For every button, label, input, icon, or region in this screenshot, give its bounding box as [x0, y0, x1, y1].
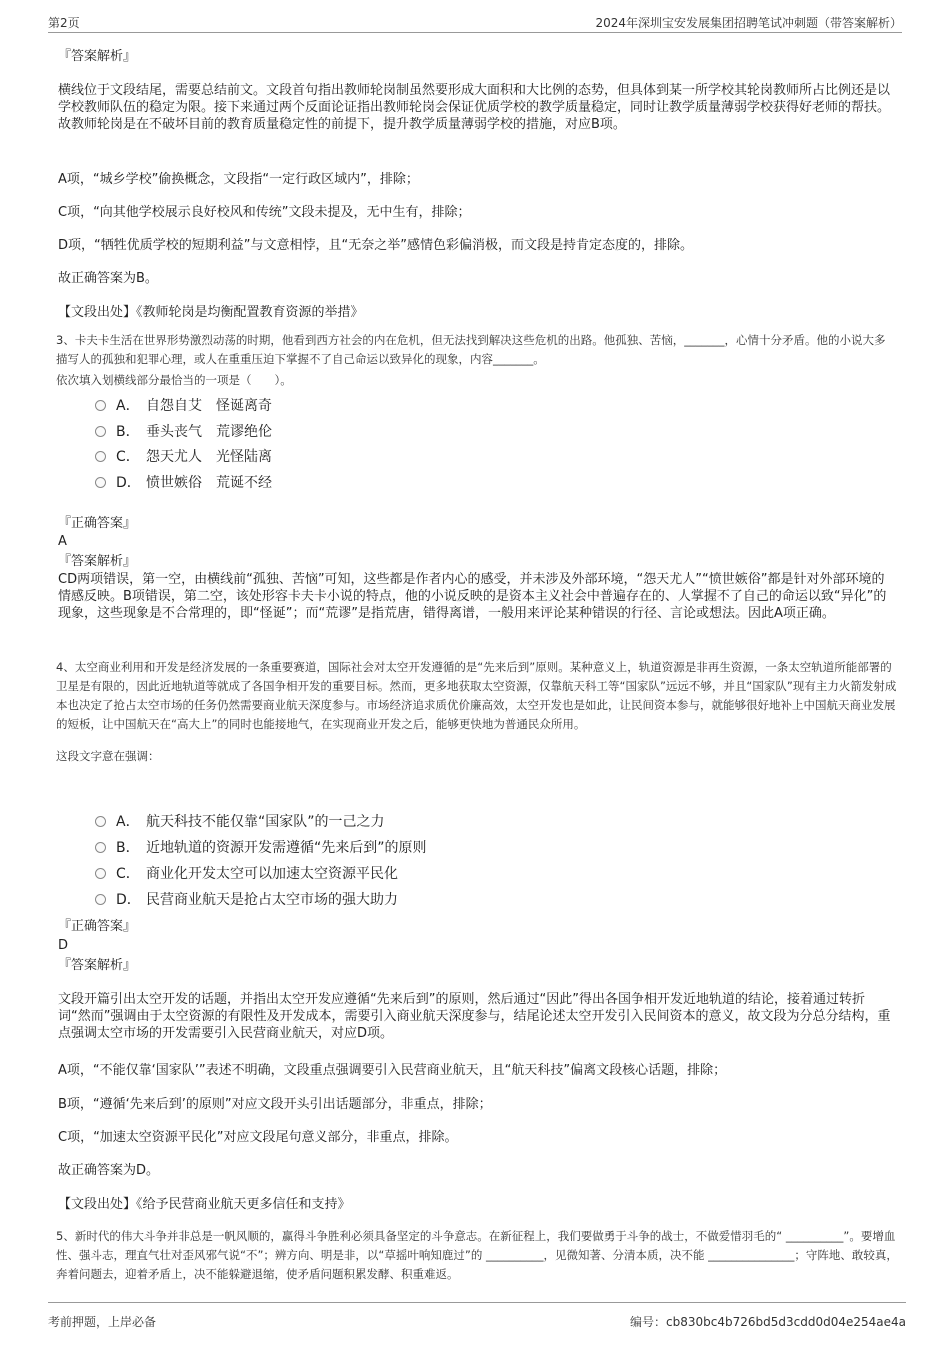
q2-answer: 故正确答案为B。: [58, 271, 158, 286]
q4-prompt: 这段文字意在强调：: [56, 749, 160, 763]
q4-option-a-note: A项，“不能仅靠‘国家队’”表述不明确，文段重点强调要引入民营商业航天，且“航天科技”偏离文段核心话题，排除；: [58, 1063, 727, 1078]
q4-answer: 故正确答案为D。: [58, 1163, 160, 1178]
q2-option-d-note: D项，“牺牲优质学校的短期利益”与文意相悖，且“无奈之举”感情色彩偏消极，而文段是持肯定态度的，排除。: [58, 238, 693, 253]
q3-correct-label: 『正确答案』: [58, 516, 137, 531]
q3-analysis-label: 『答案解析』: [58, 554, 137, 569]
page-number: 第2页: [48, 16, 80, 30]
radio-icon[interactable]: [95, 842, 106, 853]
q2-option-a-note: A项，“城乡学校”偷换概念，文段指“一定行政区域内”，排除；: [58, 172, 419, 187]
q5-stem: 5、新时代的伟大斗争并非总是一帆风顺的，赢得斗争胜利必须具备坚定的斗争意志。在新征程上，我们要做勇于斗争的战士，不做爱惜羽毛的“ __________”。要增血性、强斗志，理直气壮对歪风邪气说“不”；辨方向、明是非，以“草摇叶响知鹿过”的 __________，见微知著、分清本质，决不能 _______________；守阵地、敢较真，奔着问题去，迎着矛盾上，决不能躲避退缩，使矛盾问题积累发酵、积重难返。: [56, 1229, 898, 1281]
q3-correct-answer: A: [58, 534, 67, 549]
radio-icon[interactable]: [95, 868, 106, 879]
radio-icon[interactable]: [95, 426, 106, 437]
q4-correct-label: 『正确答案』: [58, 919, 137, 934]
q3-option-a[interactable]: A． 自怨自艾 怪诞离奇: [95, 395, 272, 415]
q3-prompt: 依次填入划横线部分最恰当的一项是（ ）。: [56, 373, 292, 387]
radio-icon[interactable]: [95, 816, 106, 827]
document-code: 编号：cb830bc4b726bd5d3cdd0d04e254ae4a: [630, 1315, 906, 1329]
q4-analysis-label: 『答案解析』: [58, 958, 137, 973]
page-footer: [48, 1302, 906, 1343]
q4-option-c[interactable]: C． 商业化开发太空可以加速太空资源平民化: [95, 863, 398, 883]
q4-option-d[interactable]: D． 民营商业航天是抢占太空市场的强大助力: [95, 889, 398, 909]
q4-option-a[interactable]: A． 航天科技不能仅靠“国家队”的一己之力: [95, 811, 385, 831]
radio-icon[interactable]: [95, 477, 106, 488]
q2-analysis-label: 『答案解析』: [58, 49, 137, 64]
q3-option-d[interactable]: D． 愤世嫉俗 荒诞不经: [95, 472, 272, 492]
q3-option-c[interactable]: C． 怨天尤人 光怪陆离: [95, 446, 272, 466]
document-title: 2024年深圳宝安发展集团招聘笔试冲刺题（带答案解析）: [595, 16, 902, 30]
q4-source: 【文段出处】《给予民营商业航天更多信任和支持》: [58, 1197, 351, 1212]
q4-stem: 4、太空商业利用和开发是经济发展的一条重要赛道，国际社会对太空开发遵循的是“先来后到”原则。某种意义上，轨道资源是非再生资源，一条太空轨道所能部署的卫星是有限的，因此近地轨道等就成了各国争相开发的重要目标。然而，更多地获取太空资源，仅靠航天科工等“国家队”远远不够，并且“国家队”现有主力火箭发射成本也决定了抢占太空市场的任务仍然需要商业航天深度参与。市场经济追求质优价廉高效，太空开发也是如此，让民间资本参与，就能够很好地补上中国航天商业发展的短板，让中国航天在“高大上”的同时也能接地气，在实现商业开发之后，能够更快地为普通民众所用。: [56, 660, 897, 731]
radio-icon[interactable]: [95, 451, 106, 462]
q4-analysis-paragraph: 文段开篇引出太空开发的话题，并指出太空开发应遵循“先来后到”的原则，然后通过“因此”得出各国争相开发近地轨道的结论，接着通过转折词“然而”强调由于太空资源的有限性及开发成本，需要引入商业航天深度参与，结尾论述太空开发引入民间资本的意义，故文段为分总分结构，重点强调太空市场的开发需要引入民营商业航天，对应D项。: [58, 992, 891, 1041]
radio-icon[interactable]: [95, 894, 106, 905]
q4-option-c-note: C项，“加速太空资源平民化”对应文段尾句意义部分，非重点，排除。: [58, 1130, 458, 1145]
q4-option-b[interactable]: B． 近地轨道的资源开发需遵循“先来后到”的原则: [95, 837, 427, 857]
q3-analysis: CD两项错误，第一空，由横线前“孤独、苦恼”可知，这些都是作者内心的感受，并未涉及外部环境，“怨天尤人”“愤世嫉俗”都是针对外部环境的情感反映。B项错误，第二空，该处形容卡夫卡小说的特点，他的小说反映的是资本主义社会中普遍存在的、人掌握不了自己的命运以致“异化”的现象，这些现象是不合常理的，即“怪诞”；而“荒谬”是指荒唐，错得离谱，一般用来评论某种错误的行径、言论或想法。因此A项正确。: [58, 572, 887, 621]
q3-option-b[interactable]: B． 垂头丧气 荒谬绝伦: [95, 421, 272, 441]
q2-analysis-paragraph: 横线位于文段结尾，需要总结前文。文段首句指出教师轮岗制虽然要形成大面积和大比例的态势，但具体到某一所学校其轮岗教师所占比例还是以学校教师队伍的稳定为限。接下来通过两个反面论证指出教师轮岗会保证优质学校的教学质量稳定，同时让教学质量薄弱学校获得好老师的帮扶。故教师轮岗是在不破坏目前的教育质量稳定性的前提下，提升教学质量薄弱学校的措施，对应B项。: [58, 83, 891, 132]
q3-stem: 3、卡夫卡生活在世界形势激烈动荡的时期，他看到西方社会的内在危机，但无法找到解决这些危机的出路。他孤独、苦恼，_______，心情十分矛盾。他的小说大多描写人的孤独和犯罪心理，或人在重重压迫下掌握不了自己命运以致异化的现象，内容_______。: [56, 333, 886, 366]
q2-source: 【文段出处】《教师轮岗是均衡配置教育资源的举措》: [58, 305, 364, 320]
q4-correct-answer: D: [58, 938, 69, 953]
footer-slogan: 考前押题，上岸必备: [48, 1315, 157, 1329]
page-header: [48, 10, 902, 33]
q2-option-c-note: C项，“向其他学校展示良好校风和传统”文段未提及，无中生有，排除；: [58, 205, 471, 220]
radio-icon[interactable]: [95, 400, 106, 411]
q4-option-b-note: B项，“遵循‘先来后到’的原则”对应文段开头引出话题部分，非重点，排除；: [58, 1097, 492, 1112]
